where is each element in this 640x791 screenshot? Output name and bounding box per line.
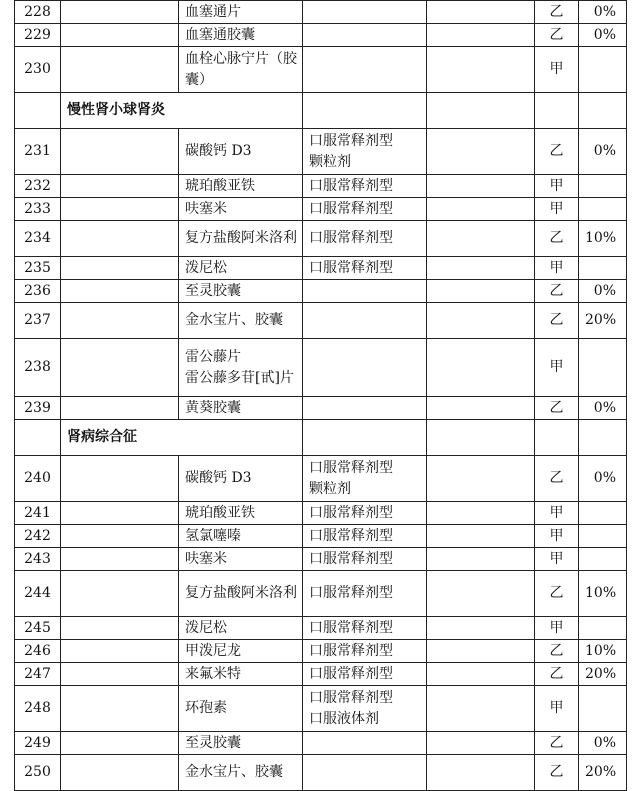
dosage-form-cell (303, 663, 427, 686)
dosage-form-cell (303, 221, 427, 257)
category-cell: 乙 (535, 755, 579, 791)
row-number: 236 (15, 280, 61, 303)
empty-cell (61, 221, 179, 257)
drug-name: 金水宝片、胶囊 (185, 764, 283, 780)
row-number: 241 (15, 502, 61, 525)
table-row (15, 571, 627, 617)
category-cell: 甲 (535, 525, 579, 548)
ratio-cell (579, 525, 627, 548)
drug-name: 甲泼尼龙 (185, 642, 241, 659)
empty-cell (61, 175, 179, 198)
ratio-cell (579, 175, 627, 198)
dosage-form-cell (303, 502, 427, 525)
drug-name: 至灵胶囊 (185, 282, 241, 299)
table-row (15, 303, 627, 339)
empty-cell (61, 198, 179, 221)
dosage-form-cell (303, 617, 427, 640)
row-number: 238 (15, 339, 61, 397)
category-cell: 甲 (535, 502, 579, 525)
ratio-cell (579, 502, 627, 525)
empty-cell (427, 303, 535, 339)
dosage-form: 口服常释剂型 (309, 132, 393, 149)
empty-cell (427, 525, 535, 548)
category-cell: 甲 (535, 257, 579, 280)
drug-table (14, 0, 627, 791)
drug-name: 泼尼松 (185, 259, 227, 276)
row-number: 237 (15, 303, 61, 339)
category-cell: 甲 (535, 617, 579, 640)
empty-cell (427, 221, 535, 257)
drug-name-cell (179, 732, 303, 755)
drug-name-cell (179, 397, 303, 420)
drug-name: 黄葵胶囊 (185, 399, 241, 416)
ratio-cell: 20% (579, 303, 627, 339)
row-number: 234 (15, 221, 61, 257)
empty-cell (61, 548, 179, 571)
empty-cell (61, 129, 179, 175)
dosage-form-cell (303, 24, 427, 47)
category-cell: 乙 (535, 129, 579, 175)
empty-cell (61, 571, 179, 617)
drug-name: 环孢素 (185, 700, 227, 716)
empty-cell (427, 198, 535, 221)
ratio-cell: 10% (579, 221, 627, 257)
table-row (15, 755, 627, 791)
ratio-cell (579, 198, 627, 221)
table-row (15, 175, 627, 198)
ratio-cell (579, 686, 627, 732)
dosage-form: 口服常释剂型 (309, 619, 393, 636)
drug-name-cell (179, 571, 303, 617)
table-row (15, 686, 627, 732)
dosage-form-cell (303, 456, 427, 502)
category-cell: 乙 (535, 303, 579, 339)
drug-name-cell (179, 686, 303, 732)
empty-cell (61, 257, 179, 280)
empty-cell (61, 686, 179, 732)
drug-name: 碳酸钙 D3 (185, 143, 252, 159)
ratio-cell: 0% (579, 397, 627, 420)
table-row (15, 339, 627, 397)
dosage-form: 口服常释剂型 (309, 665, 393, 682)
drug-name: 琥珀酸亚铁 (185, 177, 255, 194)
dosage-form-cell (303, 280, 427, 303)
dosage-form-cell (303, 525, 427, 548)
ratio-cell: 10% (579, 640, 627, 663)
drug-name-cell (179, 198, 303, 221)
drug-name-cell (179, 257, 303, 280)
category-cell: 乙 (535, 456, 579, 502)
dosage-form: 口服常释剂型 (309, 230, 393, 246)
empty-cell (427, 456, 535, 502)
dosage-form: 颗粒剂 (309, 153, 351, 170)
drug-name: 氢氯噻嗪 (185, 527, 241, 544)
drug-name: 雷公藤片 (185, 348, 241, 365)
empty-cell (427, 129, 535, 175)
ratio-cell: 20% (579, 663, 627, 686)
drug-name: 金水宝片、胶囊 (185, 312, 283, 328)
table-row (15, 221, 627, 257)
section-row (15, 420, 627, 456)
ratio-cell: 0% (579, 1, 627, 24)
empty-cell (61, 456, 179, 502)
category-cell: 乙 (535, 280, 579, 303)
table-row (15, 24, 627, 47)
ratio-cell: 10% (579, 571, 627, 617)
dosage-form-cell (303, 129, 427, 175)
section-title: 肾病综合征 (61, 420, 303, 456)
dosage-form-cell (303, 303, 427, 339)
drug-name-cell (179, 755, 303, 791)
empty-cell (427, 47, 535, 93)
row-number: 245 (15, 617, 61, 640)
drug-name: 来氟米特 (185, 665, 241, 682)
ratio-cell (579, 339, 627, 397)
row-number: 250 (15, 755, 61, 791)
empty-cell (61, 617, 179, 640)
empty-cell (427, 571, 535, 617)
table-row (15, 397, 627, 420)
empty-cell (427, 640, 535, 663)
table-row (15, 47, 627, 93)
empty-cell (61, 732, 179, 755)
row-number: 232 (15, 175, 61, 198)
empty-cell (579, 93, 627, 129)
empty-cell (61, 397, 179, 420)
row-number: 243 (15, 548, 61, 571)
table-row (15, 640, 627, 663)
drug-name: 琥珀酸亚铁 (185, 504, 255, 521)
dosage-form-cell (303, 1, 427, 24)
row-number: 249 (15, 732, 61, 755)
row-number: 248 (15, 686, 61, 732)
drug-name-cell (179, 24, 303, 47)
dosage-form-cell (303, 198, 427, 221)
row-number: 231 (15, 129, 61, 175)
empty-cell (61, 663, 179, 686)
empty-cell (427, 280, 535, 303)
ratio-cell: 0% (579, 732, 627, 755)
dosage-form: 口服常释剂型 (309, 527, 393, 544)
table-row (15, 257, 627, 280)
empty-cell (61, 1, 179, 24)
dosage-form: 口服常释剂型 (309, 504, 393, 521)
row-number: 247 (15, 663, 61, 686)
empty-cell (427, 397, 535, 420)
drug-name-cell (179, 1, 303, 24)
row-number: 244 (15, 571, 61, 617)
table-row (15, 129, 627, 175)
empty-cell (61, 502, 179, 525)
empty-cell (427, 663, 535, 686)
ratio-cell (579, 548, 627, 571)
dosage-form: 口服常释剂型 (309, 689, 393, 706)
category-cell: 乙 (535, 640, 579, 663)
dosage-form-cell (303, 755, 427, 791)
empty-cell (61, 24, 179, 47)
empty-cell (427, 339, 535, 397)
table-row (15, 456, 627, 502)
table-row (15, 1, 627, 24)
empty-cell (427, 1, 535, 24)
drug-name-cell (179, 47, 303, 93)
drug-name: 复方盐酸阿米洛利 (185, 585, 297, 601)
row-number: 239 (15, 397, 61, 420)
empty-cell (427, 617, 535, 640)
row-number: 229 (15, 24, 61, 47)
row-number: 240 (15, 456, 61, 502)
dosage-form: 口服常释剂型 (309, 585, 393, 601)
drug-name-cell (179, 175, 303, 198)
dosage-form-cell (303, 571, 427, 617)
row-number: 230 (15, 47, 61, 93)
empty-cell (427, 755, 535, 791)
category-cell: 乙 (535, 732, 579, 755)
row-number: 242 (15, 525, 61, 548)
category-cell: 乙 (535, 397, 579, 420)
dosage-form: 口服常释剂型 (309, 642, 393, 659)
drug-name: 血塞通胶囊 (185, 26, 255, 43)
ratio-cell (579, 47, 627, 93)
drug-name: 复方盐酸阿米洛利 (185, 230, 297, 246)
row-number: 235 (15, 257, 61, 280)
dosage-form-cell (303, 397, 427, 420)
drug-name: 血塞通片 (185, 3, 241, 20)
drug-name-cell (179, 548, 303, 571)
dosage-form: 口服常释剂型 (309, 259, 393, 276)
dosage-form-cell (303, 339, 427, 397)
drug-name-cell (179, 640, 303, 663)
dosage-form-cell (303, 732, 427, 755)
ratio-cell: 0% (579, 456, 627, 502)
ratio-cell: 0% (579, 280, 627, 303)
table-row (15, 548, 627, 571)
category-cell: 甲 (535, 339, 579, 397)
empty-cell (303, 93, 427, 129)
dosage-form-cell (303, 47, 427, 93)
table-row (15, 663, 627, 686)
category-cell: 乙 (535, 24, 579, 47)
empty-cell (15, 93, 61, 129)
empty-cell (427, 548, 535, 571)
ratio-cell (579, 257, 627, 280)
category-cell: 乙 (535, 1, 579, 24)
drug-name-cell (179, 280, 303, 303)
drug-name-cell (179, 339, 303, 397)
empty-cell (15, 420, 61, 456)
empty-cell (535, 420, 579, 456)
empty-cell (61, 755, 179, 791)
table-row (15, 732, 627, 755)
dosage-form: 口服常释剂型 (309, 550, 393, 567)
empty-cell (303, 420, 427, 456)
table-row (15, 280, 627, 303)
drug-name: 泼尼松 (185, 619, 227, 636)
empty-cell (427, 175, 535, 198)
empty-cell (61, 339, 179, 397)
empty-cell (427, 502, 535, 525)
row-number: 228 (15, 1, 61, 24)
table-row (15, 198, 627, 221)
category-cell: 乙 (535, 571, 579, 617)
dosage-form: 口服常释剂型 (309, 177, 393, 194)
empty-cell (427, 24, 535, 47)
empty-cell (579, 420, 627, 456)
empty-cell (427, 93, 535, 129)
drug-name-cell (179, 221, 303, 257)
dosage-form-cell (303, 686, 427, 732)
dosage-form: 颗粒剂 (309, 480, 351, 497)
category-cell: 甲 (535, 175, 579, 198)
dosage-form: 口服液体剂 (309, 710, 379, 727)
table-row (15, 617, 627, 640)
drug-name: 至灵胶囊 (185, 734, 241, 751)
empty-cell (427, 686, 535, 732)
empty-cell (61, 280, 179, 303)
dosage-form-cell (303, 640, 427, 663)
dosage-form-cell (303, 257, 427, 280)
category-cell: 甲 (535, 47, 579, 93)
dosage-form-cell (303, 175, 427, 198)
empty-cell (61, 640, 179, 663)
row-number: 246 (15, 640, 61, 663)
drug-name-cell (179, 456, 303, 502)
drug-name-cell (179, 663, 303, 686)
drug-name-cell (179, 303, 303, 339)
empty-cell (535, 93, 579, 129)
drug-name: 呋塞米 (185, 200, 227, 217)
category-cell: 乙 (535, 221, 579, 257)
dosage-form: 口服常释剂型 (309, 200, 393, 217)
empty-cell (427, 732, 535, 755)
category-cell: 甲 (535, 686, 579, 732)
table-row (15, 502, 627, 525)
ratio-cell: 0% (579, 24, 627, 47)
ratio-cell (579, 617, 627, 640)
drug-name: 呋塞米 (185, 550, 227, 567)
drug-name: 雷公藤多苷[甙]片 (185, 369, 294, 386)
row-number: 233 (15, 198, 61, 221)
dosage-form: 口服常释剂型 (309, 459, 393, 476)
category-cell: 乙 (535, 663, 579, 686)
dosage-form-cell (303, 548, 427, 571)
category-cell: 甲 (535, 198, 579, 221)
category-cell: 甲 (535, 548, 579, 571)
drug-name-cell (179, 617, 303, 640)
drug-name: 囊） (185, 71, 213, 88)
drug-name-cell (179, 525, 303, 548)
table-row (15, 525, 627, 548)
ratio-cell: 0% (579, 129, 627, 175)
ratio-cell: 20% (579, 755, 627, 791)
empty-cell (61, 303, 179, 339)
section-title: 慢性肾小球肾炎 (61, 93, 303, 129)
empty-cell (61, 47, 179, 93)
drug-name-cell (179, 129, 303, 175)
drug-name: 碳酸钙 D3 (185, 470, 252, 486)
drug-name-cell (179, 502, 303, 525)
empty-cell (427, 420, 535, 456)
section-row (15, 93, 627, 129)
empty-cell (427, 257, 535, 280)
drug-name: 血栓心脉宁片（胶 (185, 50, 297, 67)
empty-cell (61, 525, 179, 548)
